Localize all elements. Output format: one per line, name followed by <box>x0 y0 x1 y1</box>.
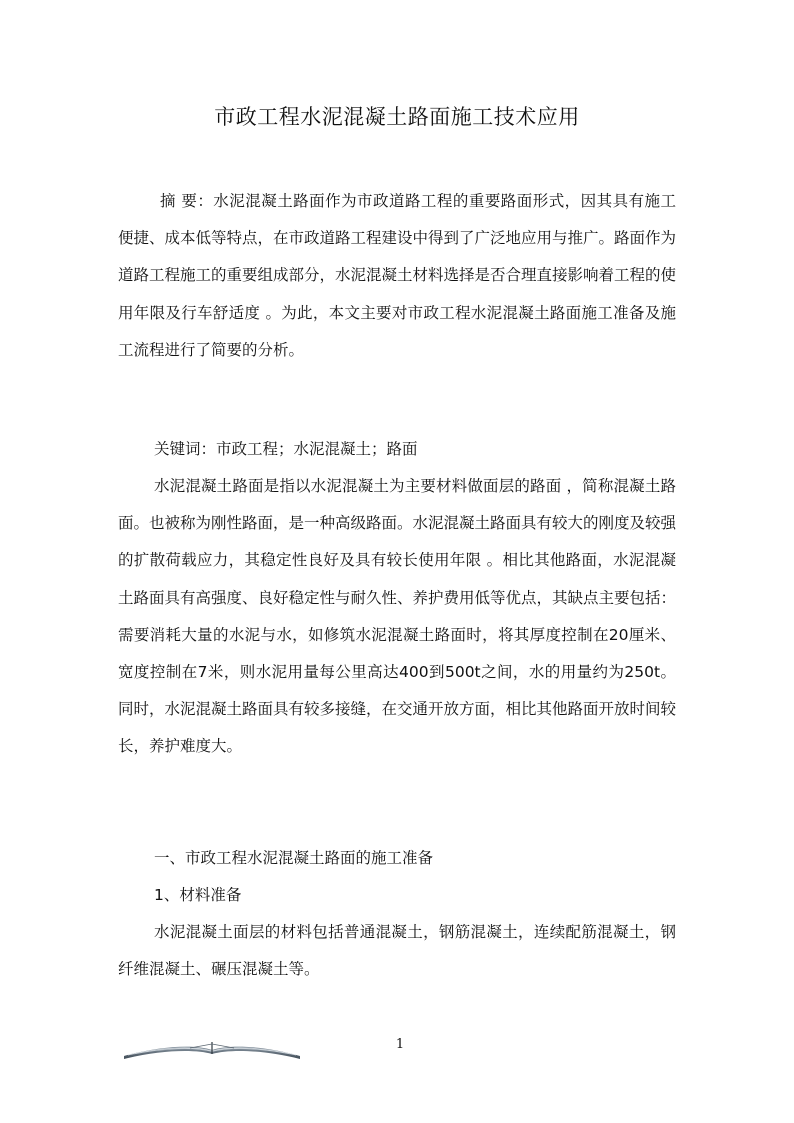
abstract-paragraph: 摘 要：水泥混凝土路面作为市政道路工程的重要路面形式，因其具有施工便捷、成本低等特点，在市政道路工程建设中得到了广泛地应用与推广。路面作为道路工程施工的重要组成部分，水泥混凝土材料选择是否合理直接影响着工程的使用年限及行车舒适度 。为此，本文主要对市政工程水泥混凝土路面施工准备及施工流程进行了简要的分析。 <box>118 192 677 359</box>
page-number: 1 <box>395 1037 405 1052</box>
keywords-line: 关键词：市政工程；水泥混凝土；路面 <box>154 440 418 458</box>
open-book-icon <box>120 1036 304 1062</box>
document-title: 市政工程水泥混凝土路面施工技术应用 <box>214 105 580 129</box>
section-heading-1: 一、市政工程水泥混凝土路面的施工准备 <box>154 849 434 867</box>
subsection-heading-1-1: 1、材料准备 <box>154 886 242 904</box>
materials-paragraph: 水泥混凝土面层的材料包括普通混凝土，钢筋混凝土，连续配筋混凝土，钢纤维混凝土、碾压混凝土等。 <box>118 923 676 979</box>
intro-paragraph: 水泥混凝土路面是指以水泥混凝土为主要材料做面层的路面 ，简称混凝土路面。也被称为刚性路面，是一种高级路面。水泥混凝土路面具有较大的刚度及较强的扩散荷载应力，其稳定性良好及具有较长使用年限 。相比其他路面，水泥混凝土路面具有高强度、良好稳定性与耐久性、养护费用低等优点，其缺点主要包括：需要消耗大量的水泥与水，如修筑水泥混凝土路面时，将其厚度控制在20厘米、宽度控制在7米，则水泥用量每公里高达400到500t之间，水的用量约为250t。同时，水泥混凝土路面具有较多接缝，在交通开放方面，相比其他路面开放时间较长，养护难度大。 <box>118 477 677 756</box>
